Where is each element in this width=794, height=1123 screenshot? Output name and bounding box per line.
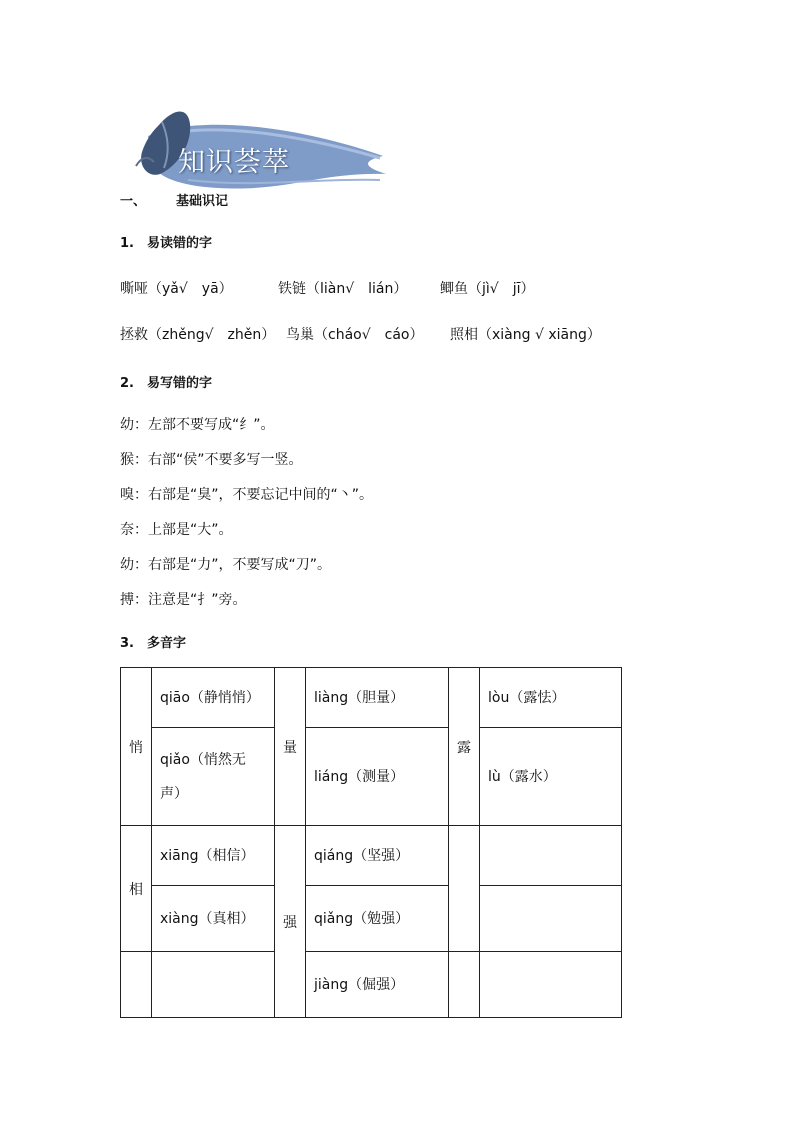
table-cell: xiàng（真相）: [152, 886, 275, 952]
list-item: 鸟巢（cháo√ cáo）: [286, 327, 424, 343]
table-cell-empty: [480, 952, 622, 1018]
table-row: [121, 952, 622, 1018]
list-item: 铁链（liàn√ lián）: [278, 281, 408, 297]
subsection-title-readings: 1. 易读错的字: [120, 236, 212, 251]
section-title: 基础识记: [176, 194, 229, 209]
list-item: 幼：左部不要写成“纟”。: [120, 417, 275, 433]
list-item: 嗅：右部是“臭”，不要忘记中间的“丶”。: [120, 487, 374, 503]
table-row: [121, 886, 622, 952]
table-row: [121, 728, 622, 826]
list-item: 奈：上部是“大”。: [120, 522, 233, 538]
table-cell: qiǎng（勉强）: [306, 886, 449, 952]
table-cell-char: 悄: [121, 668, 152, 826]
list-item: 拯救（zhěng√ zhěn）: [120, 327, 276, 343]
polyphone-table: [120, 667, 622, 1018]
table-cell: jiàng（倔强）: [306, 952, 449, 1018]
table-cell-empty: [152, 952, 275, 1018]
table-cell-empty: [449, 826, 480, 952]
table-row: [121, 668, 622, 728]
subsection-title-polyphones: 3. 多音字: [120, 636, 186, 651]
table-cell-char: 强: [275, 826, 306, 1018]
table-cell-empty: [121, 952, 152, 1018]
table-cell-char: 相: [121, 826, 152, 952]
table-cell: lòu（露怯）: [480, 668, 622, 728]
table-cell: qiáng（坚强）: [306, 826, 449, 886]
table-cell: liàng（胆量）: [306, 668, 449, 728]
table-cell-char: 量: [275, 668, 306, 826]
subsection-title-writing: 2. 易写错的字: [120, 376, 212, 391]
banner-title: 知识荟萃: [178, 147, 290, 178]
table-cell: lù（露水）: [480, 728, 622, 826]
section-banner: [118, 96, 398, 200]
list-item: 嘶哑（yǎ√ yā）: [120, 281, 233, 297]
list-item: 鲫鱼（jì√ jī）: [440, 281, 535, 297]
table-cell-empty: [449, 952, 480, 1018]
table-cell: qiāo（静悄悄）: [152, 668, 275, 728]
table-cell: liáng（测量）: [306, 728, 449, 826]
table-cell-empty: [480, 886, 622, 952]
section-number: 一、: [120, 194, 147, 209]
table-row: [121, 826, 622, 886]
list-item: 猴：右部“侯”不要多写一竖。: [120, 452, 303, 468]
table-cell-empty: [480, 826, 622, 886]
table-cell: qiǎo（悄然无声）: [152, 728, 275, 826]
list-item: 幼：右部是“力”，不要写成“刀”。: [120, 557, 332, 573]
list-item: 搏：注意是“扌”旁。: [120, 592, 247, 608]
list-item: 照相（xiàng √ xiāng）: [450, 327, 601, 343]
table-cell-char: 露: [449, 668, 480, 826]
table-cell: xiāng（相信）: [152, 826, 275, 886]
